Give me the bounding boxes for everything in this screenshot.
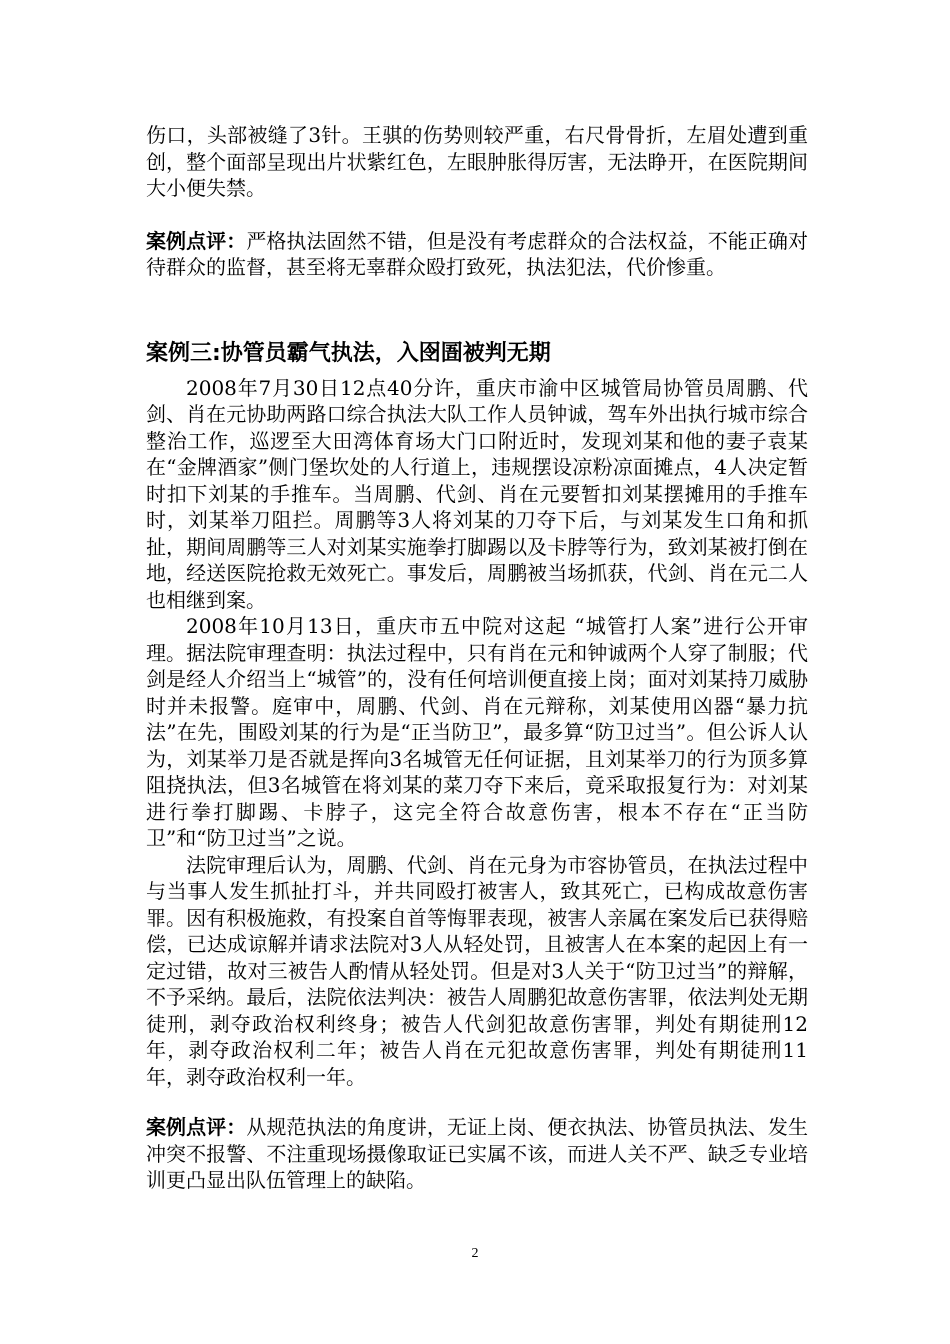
comment-text: 严格执法固然不错，但是没有考虑群众的合法权益，不能正确对待群众的监督，甚至将无辜群众殴打致死，执法犯法，代价惨重。 xyxy=(146,228,808,279)
spacer xyxy=(146,1090,808,1114)
case-comment-2 xyxy=(146,1114,808,1194)
case3-paragraph-2: 2008年10月13日，重庆市五中院对这起 “城管打人案”进行公开审理。据法院审理查明：执法过程中，只有肖在元和钟诚两个人穿了制服；代剑是经人介绍当上“城管”的，没有任何培训便直接上岗；面对刘某持刀威胁时并未报警。庭审中，周鹏、代剑、肖在元辩称，刘某使用凶器“暴力抗法”在先，围殴刘某的行为是“正当防卫”，最多算“防卫过当”。但公诉人认为，刘某举刀是否就是挥向3名城管无任何证据，且刘某举刀的行为顶多算阻挠执法，但3名城管在将刘某的菜刀夺下来后，竟采取报复行为：对刘某进行拳打脚踢、卡脖子，这完全符合故意伤害，根本不存在“正当防卫”和“防卫过当”之说。 xyxy=(146,614,808,850)
spacer xyxy=(146,281,808,339)
comment-label: 案例点评： xyxy=(146,1115,247,1139)
page-number: 2 xyxy=(471,1246,479,1261)
case3-heading: 案例三:协管员霸气执法，入囹圄被判无期 xyxy=(146,340,551,366)
comment-label: 案例点评： xyxy=(146,228,247,253)
case3-paragraph-3: 法院审理后认为，周鹏、代剑、肖在元身为市容协管员，在执法过程中与当事人发生抓扯打斗，并共同殴打被害人，致其死亡，已构成故意伤害罪。因有积极施救，有投案自首等悔罪表现，被害人亲属在案发后已获得赔偿，已达成谅解并请求法院对3人从轻处罚，且被害人在本案的起因上有一定过错，故对三被告人酌情从轻处罚。但是对3人关于“防卫过当”的辩解，不予采纳。最后，法院依法判决：被告人周鹏犯故意伤害罪，依法判处无期徒刑，剥夺政治权利终身；被告人代剑犯故意伤害罪，判处有期徒刑12年，剥夺政治权利二年；被告人肖在元犯故意伤害罪，判处有期徒刑11年，剥夺政治权利一年。 xyxy=(146,852,808,1089)
comment-text: 从规范执法的角度讲，无证上岗、便衣执法、协管员执法、发生冲突不报警、不注重现场摄像取证已实属不该，而进人关不严、缺乏专业培训更凸显出队伍管理上的缺陷。 xyxy=(146,1115,808,1192)
spacer xyxy=(146,202,808,228)
case3-paragraph-1: 2008年7月30日12点40分许，重庆市渝中区城管局协管员周鹏、代剑、肖在元协助两路口综合执法大队工作人员钟诚，驾车外出执行城市综合整治工作，巡逻至大田湾体育场大门口附近时，发现刘某和他的妻子袁某在“金牌酒家”侧门堡坎处的人行道上，违规摆设凉粉凉面摊点，4人决定暂时扣下刘某的手推车。当周鹏、代剑、肖在元要暂扣刘某摆摊用的手推车时，刘某举刀阻拦。周鹏等3人将刘某的刀夺下后，与刘某发生口角和抓扯，期间周鹏等三人对刘某实施拳打脚踢以及卡脖等行为，致刘某被打倒在地，经送医院抢救无效死亡。事发后，周鹏被当场抓获，代剑、肖在元二人也相继到案。 xyxy=(146,375,808,612)
document-body xyxy=(146,122,808,1194)
intro-paragraph: 伤口，头部被缝了3针。王骐的伤势则较严重，右尺骨骨折，左眉处遭到重创，整个面部呈现出片状紫红色，左眼肿胀得厉害，无法睁开，在医院期间大小便失禁。 xyxy=(146,123,808,200)
case-comment-1 xyxy=(146,228,808,281)
